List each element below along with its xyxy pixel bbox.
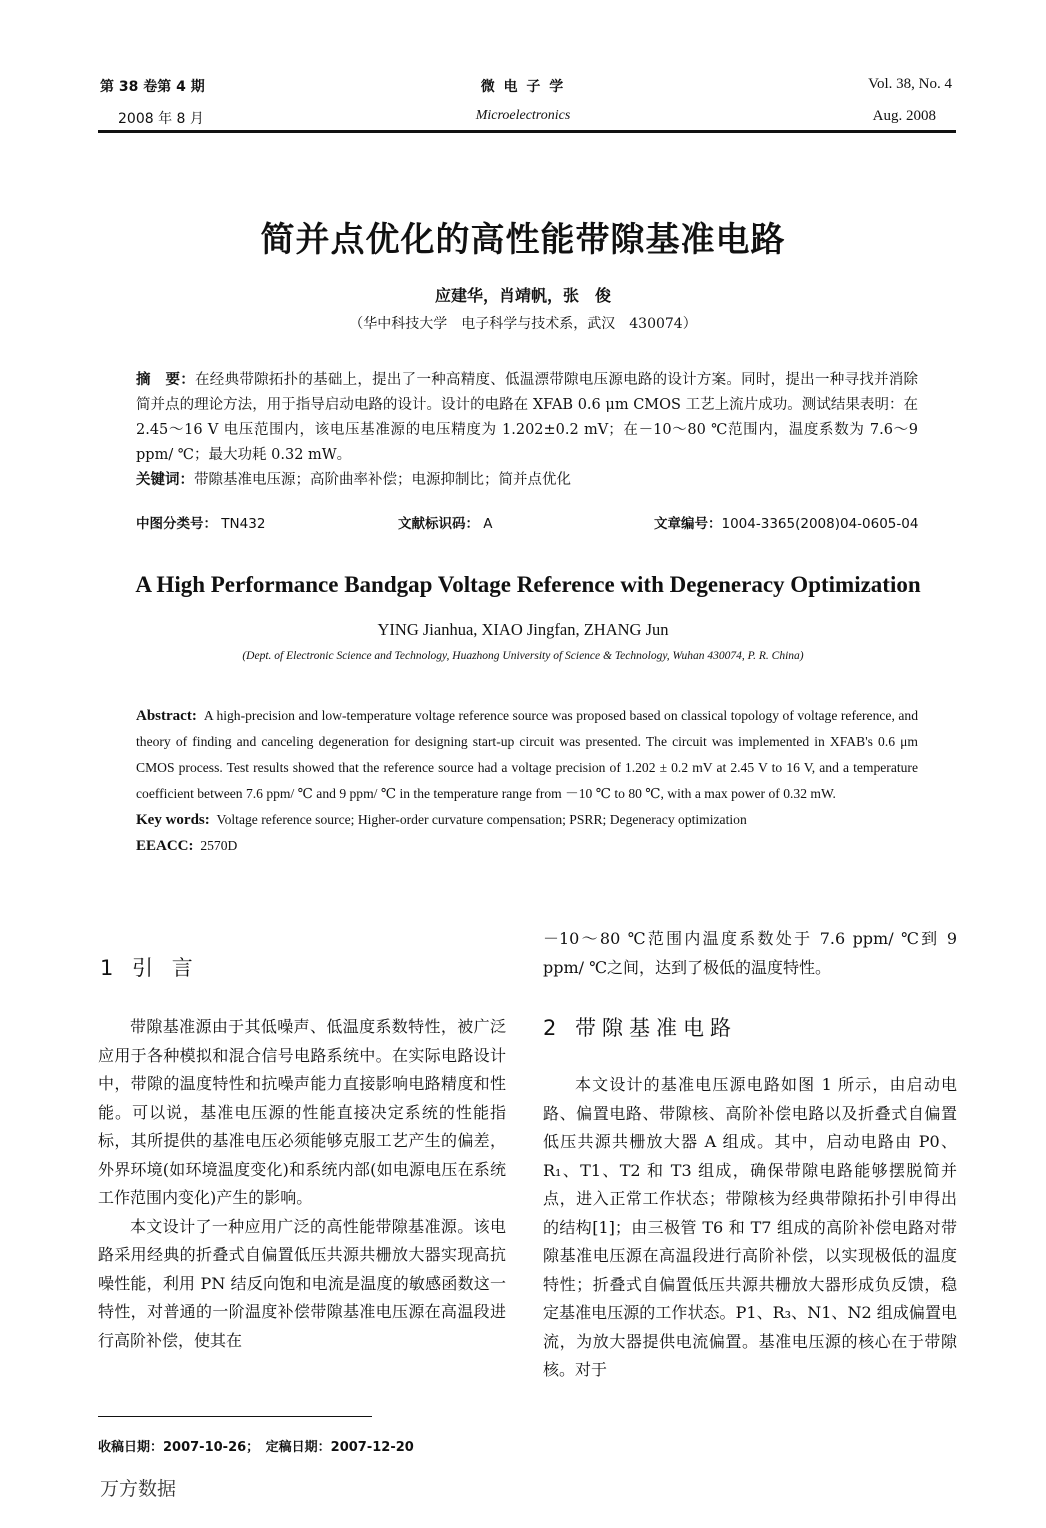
classification-row [136, 512, 922, 534]
abstract-en [136, 703, 918, 859]
watermark: 万方数据 [100, 1478, 177, 1500]
title-cn: 简并点优化的高性能带隙基准电路 [260, 220, 786, 260]
header-rule [98, 130, 956, 133]
right-column [543, 1071, 957, 1385]
keywords-en-text: Voltage reference source; Higher-order curvature compensation; PSRR; Degeneracy optimization [216, 812, 747, 827]
header-issue-cn: 第 38 卷第 4 期 [100, 79, 205, 95]
abstract-cn-text: 在经典带隙拓扑的基础上，提出了一种高精度、低温漂带隙电压源电路的设计方案。同时，提出一种寻找并消除简并点的理论方法，用于指导启动电路的设计。设计的电路在 XFAB 0.6 μm CMOS 工艺上流片成功。测试结果表明：在 2.45～16 V 电压范围内，该电压基准源的电压精度为 1.202±0.2 mV；在－10～80 ℃范围内，温度系数为 7.6～9 ppm/ ℃；最大功耗 0.32 mW。 [136, 372, 919, 463]
section-1-paragraph-1: 带隙基准源由于其低噪声、低温度系数特性，被广泛应用于各种模拟和混合信号电路系统中。在实际电路设计中，带隙的温度特性和抗噪声能力直接影响电路精度和性能。可以说，基准电压源的性能直接决定系统的性能指标，其所提供的基准电压必须能够克服工艺产生的偏差，外界环境(如环境温度变化)和系统内部(如电源电压在系统工作范围内变化)产生的影响。 [98, 1017, 506, 1207]
right-column-continuation [543, 925, 957, 982]
keywords-en-label: Key words: [136, 812, 210, 828]
section-1-paragraph-2: 本文设计了一种应用广泛的高性能带隙基准源。该电路采用经典的折叠式自偏置低压共源共栅放大器实现高抗噪性能，利用 PN 结反向饱和电流是温度的敏感函数这一特性，对普通的一阶温度补偿带隙基准电压源在高温段进行高阶补偿，使其在 [98, 1216, 506, 1350]
abstract-cn [136, 368, 918, 493]
keywords-cn-label: 关键词： [136, 472, 194, 488]
article-value: 1004-3365(2008)04-0605-04 [721, 516, 919, 532]
header-date-cn: 2008 年 8 月 [118, 111, 204, 127]
doc-value: A [483, 516, 493, 532]
header-journal-en: Microelectronics [475, 108, 571, 123]
header-date-en: Aug. 2008 [872, 108, 936, 124]
footnote-rule [98, 1416, 372, 1417]
article-label: 文章编号： [654, 516, 722, 532]
left-column [98, 1013, 506, 1355]
header-vol-en: Vol. 38, No. 4 [868, 76, 952, 92]
affiliation-en: (Dept. of Electronic Science and Technology, Huazhong University of Science & Technology, Wuhan 430074, P. R. China) [242, 650, 804, 662]
abstract-en-text: A high-precision and low-temperature voltage reference source was proposed based on classical topology of voltage reference, and theory of finding and canceling degeneration for designing start-up circuit was presented. The circuit was implemented in XFAB's 0.6 μm CMOS process. Test results showed that the reference source had a voltage precision of 1.202 ± 0.2 mV at 2.45 V to 16 V, and a temperature coefficient between 7.6 ppm/ ℃ and 9 ppm/ ℃ in the temperature range from －10 ℃ to 80 ℃, with a max power of 0.32 mW. [136, 708, 918, 801]
eeacc-value: 2570D [200, 838, 238, 853]
section-2-paragraph-1: 本文设计的基准电压源电路如图 1 所示，由启动电路、偏置电路、带隙核、高阶补偿电路以及折叠式自偏置低压共源共栅放大器 A 组成。其中，启动电路由 P0、R₁、T1、T2 和 T3 组成，确保带隙电路能够摆脱简并点，进入正常工作状态；带隙核为经典带隙拓扑引申得出的结构[1]；由三极管 T6 和 T7 组成的高阶补偿电路对带隙基准电压源在高温段进行高阶补偿，以实现极低的温度特性；折叠式自偏置低压共源共栅放大器形成负反馈，稳定基准电压源的工作状态。P1、R₃、N1、N2 组成偏置电流，为放大器提供电流偏置。基准电压源的核心在于带隙核。对于 [543, 1075, 957, 1379]
eeacc-label: EEACC: [136, 838, 194, 854]
section-1-heading: 1 引 言 [100, 956, 199, 980]
abstract-cn-label: 摘 要： [136, 372, 196, 388]
authors-cn: 应建华，肖靖帆，张 俊 [434, 286, 611, 305]
footnote: 收稿日期：2007-10-26； 定稿日期：2007-12-20 [98, 1440, 414, 1455]
abstract-en-label: Abstract: [136, 708, 197, 724]
doc-label: 文献标识码： [398, 516, 479, 532]
section-2-heading: 2 带隙基准电路 [543, 1016, 738, 1040]
keywords-cn-text: 带隙基准电压源；高阶曲率补偿；电源抑制比；简并点优化 [194, 472, 571, 488]
section-1-continuation: －10～80 ℃范围内温度系数处于 7.6 ppm/ ℃到 9 ppm/ ℃之间，达到了极低的温度特性。 [543, 929, 957, 977]
authors-en: YING Jianhua, XIAO Jingfan, ZHANG Jun [377, 620, 669, 639]
header-journal-cn: 微 电 子 学 [480, 79, 566, 95]
affiliation-cn: （华中科技大学 电子科学与技术系，武汉 430074） [349, 316, 697, 332]
clc-value: TN432 [221, 516, 266, 532]
clc-label: 中图分类号： [136, 516, 217, 532]
title-en: A High Performance Bandgap Voltage Reference with Degeneracy Optimization [135, 572, 921, 597]
